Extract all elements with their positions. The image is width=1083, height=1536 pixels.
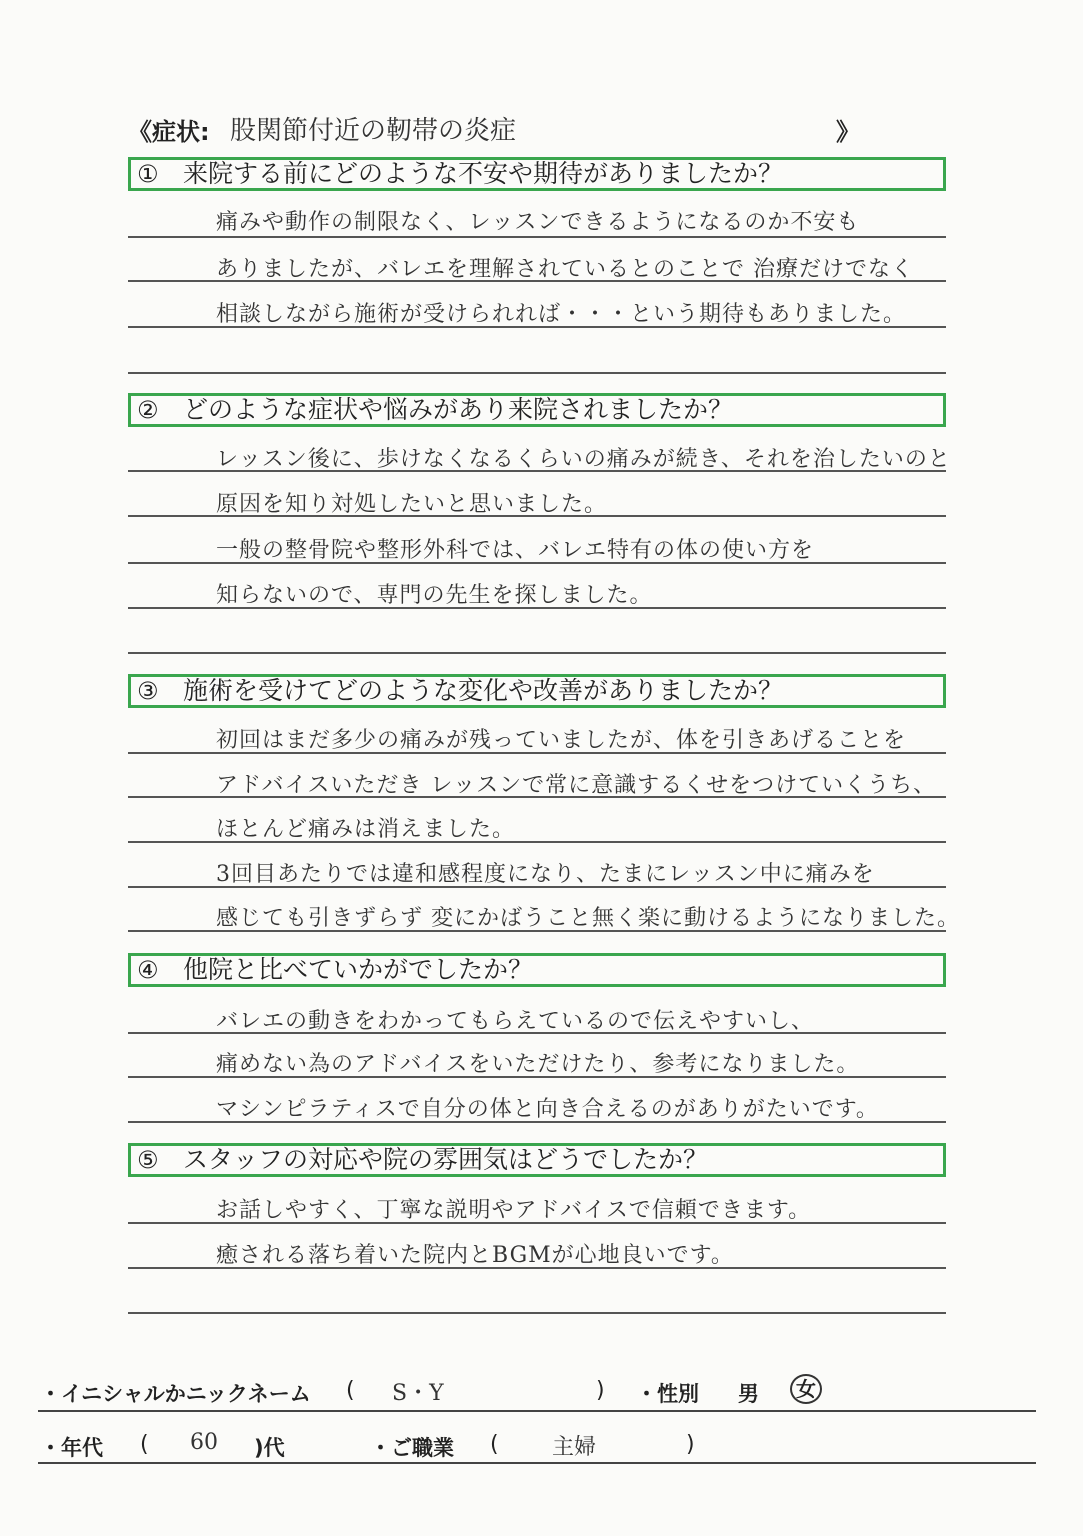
question-text: 他院と比べていかがでしたか？ bbox=[183, 955, 534, 984]
answer-line: 一般の整骨院や整形外科では、バレエ特有の体の使い方を bbox=[216, 538, 815, 563]
answer-rule bbox=[128, 930, 946, 932]
question-3-box bbox=[128, 674, 946, 708]
answer-rule bbox=[128, 326, 946, 328]
answer-line: 感じても引きずらず 変にかばうこと無く楽に動けるようになりました。 bbox=[216, 906, 960, 931]
answer-rule bbox=[128, 372, 946, 374]
question-text: スタッフの対応や院の雰囲気はどうでしたか？ bbox=[183, 1145, 709, 1174]
question-1-box bbox=[128, 157, 946, 191]
question-text: 来院する前にどのような不安や期待がありましたか？ bbox=[183, 159, 784, 188]
symptom-value: 股関節付近の靭帯の炎症 bbox=[230, 116, 517, 146]
answer-rule bbox=[128, 796, 946, 798]
answer-rule bbox=[128, 1312, 946, 1314]
answer-rule bbox=[128, 1222, 946, 1224]
job-label: ・ご職業 bbox=[370, 1436, 454, 1460]
question-text: どのような症状や悩みがあり来院されましたか？ bbox=[183, 395, 734, 424]
answer-line: バレエの動きをわかってもらえているので伝えやすいし、 bbox=[216, 1009, 815, 1034]
age-suffix: )代 bbox=[254, 1436, 285, 1460]
gender-female-circled: 女 bbox=[790, 1374, 822, 1404]
answer-line: お話しやすく、丁寧な説明やアドバイスで信頼できます。 bbox=[216, 1198, 812, 1223]
age-label: ・年代 bbox=[40, 1436, 103, 1460]
answer-line: マシンピラティスで自分の体と向き合えるのがありがたいです。 bbox=[216, 1097, 879, 1122]
symptom-row bbox=[128, 108, 860, 148]
job-value: 主婦 bbox=[552, 1435, 597, 1460]
question-5-box bbox=[128, 1143, 946, 1177]
question-number: ⑤ bbox=[137, 1146, 159, 1174]
question-number: ④ bbox=[137, 956, 159, 984]
question-4-box bbox=[128, 953, 946, 987]
answer-line: 癒される落ち着いた院内とBGMが心地良いです。 bbox=[216, 1243, 734, 1268]
age-value: 60 bbox=[190, 1430, 218, 1455]
question-text: 施術を受けてどのような変化や改善がありましたか？ bbox=[183, 676, 784, 705]
answer-line: 知らないので、専門の先生を探しました。 bbox=[216, 583, 653, 608]
gender-male: 男 bbox=[738, 1382, 759, 1406]
answer-rule bbox=[128, 886, 946, 888]
answer-rule bbox=[128, 280, 946, 282]
answer-rule bbox=[128, 562, 946, 564]
symptom-close-bracket: 》 bbox=[836, 118, 860, 146]
answer-line: 痛みや動作の制限なく、レッスンできるようになるのか不安も bbox=[216, 210, 860, 235]
paren-close: ) bbox=[596, 1378, 605, 1403]
answer-line: 原因を知り対処したいと思いました。 bbox=[216, 492, 608, 517]
answer-rule bbox=[128, 1076, 946, 1078]
answer-line: 相談しながら施術が受けられれば・・・という期待もありました。 bbox=[216, 302, 907, 327]
answer-line: ほとんど痛みは消えました。 bbox=[216, 817, 516, 842]
question-2-box bbox=[128, 393, 946, 427]
question-number: ② bbox=[137, 396, 159, 424]
answer-rule bbox=[128, 1267, 946, 1269]
answer-line: 3回目あたりでは違和感程度になり、たまにレッスン中に痛みを bbox=[216, 862, 875, 887]
question-number: ③ bbox=[137, 677, 159, 705]
answer-line: 初回はまだ多少の痛みが残っていましたが、体を引きあげることを bbox=[216, 728, 907, 753]
paren-open: ( bbox=[490, 1432, 499, 1457]
answer-line: アドバイスいただき レッスンで常に意識するくせをつけていくうち、 bbox=[216, 773, 937, 798]
answer-rule bbox=[128, 470, 946, 472]
footer-rule bbox=[38, 1410, 1036, 1412]
paren-open: ( bbox=[346, 1378, 355, 1403]
answer-line: レッスン後に、歩けなくなるくらいの痛みが続き、それを治したいのと bbox=[216, 447, 951, 472]
paren-open: ( bbox=[140, 1432, 149, 1457]
initial-label: ・イニシャルかニックネーム bbox=[40, 1382, 311, 1406]
footer-rule bbox=[38, 1462, 1036, 1464]
symptom-label: 《症状: bbox=[128, 118, 210, 146]
question-number: ① bbox=[137, 160, 159, 188]
answer-line: ありましたが、バレエを理解されているとのことで 治療だけでなく bbox=[216, 257, 914, 282]
answer-rule bbox=[128, 1032, 946, 1034]
answer-rule bbox=[128, 236, 946, 238]
initial-value: S・Y bbox=[392, 1381, 444, 1406]
paren-close: ) bbox=[686, 1432, 695, 1457]
answer-rule bbox=[128, 607, 946, 609]
gender-label: ・性別 bbox=[636, 1382, 699, 1406]
answer-line: 痛めない為のアドバイスをいただけたり、参考になりました。 bbox=[216, 1052, 860, 1077]
answer-rule bbox=[128, 1121, 946, 1123]
answer-rule bbox=[128, 752, 946, 754]
answer-rule bbox=[128, 841, 946, 843]
answer-rule bbox=[128, 515, 946, 517]
answer-rule bbox=[128, 652, 946, 654]
